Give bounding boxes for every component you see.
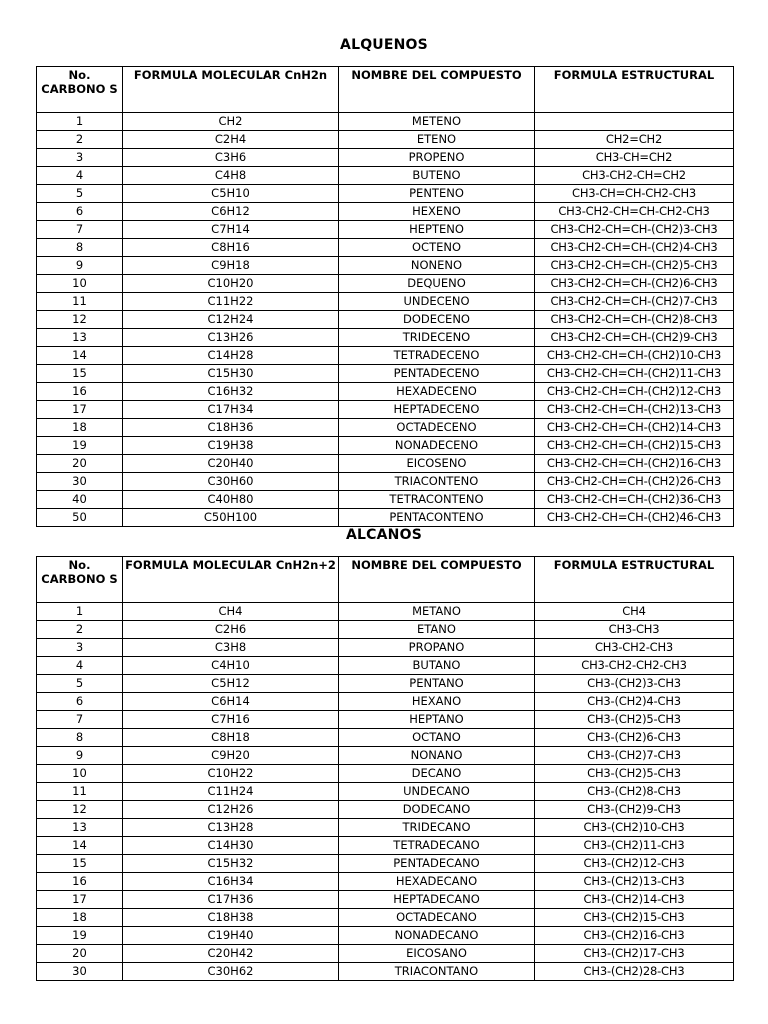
table-row [37, 891, 734, 909]
cell-nombre: BUTENO [339, 167, 535, 185]
cell-formula-estructural: CH3-(CH2)14-CH3 [535, 891, 734, 909]
cell-formula-molecular: CH4 [123, 603, 339, 621]
header-no-carbonos: No. CARBONO S [37, 557, 123, 603]
cell-formula-estructural: CH3-(CH2)12-CH3 [535, 855, 734, 873]
cell-formula-molecular: C20H42 [123, 945, 339, 963]
cell-nombre: PENTADECANO [339, 855, 535, 873]
header-formula-estructural: FORMULA ESTRUCTURAL [535, 67, 734, 113]
cell-nombre: HEPTENO [339, 221, 535, 239]
alquenos-table [36, 66, 734, 527]
cell-formula-molecular: C3H8 [123, 639, 339, 657]
table-row [37, 221, 734, 239]
cell-nombre: NONADECENO [339, 437, 535, 455]
cell-formula-estructural [535, 113, 734, 131]
cell-nombre: UNDECENO [339, 293, 535, 311]
cell-nombre: HEXENO [339, 203, 535, 221]
cell-nombre: PROPENO [339, 149, 535, 167]
cell-carbonos: 19 [37, 437, 123, 455]
cell-nombre: NONANO [339, 747, 535, 765]
table-row [37, 711, 734, 729]
cell-carbonos: 10 [37, 275, 123, 293]
cell-nombre: HEXANO [339, 693, 535, 711]
cell-carbonos: 6 [37, 203, 123, 221]
cell-formula-estructural: CH3-CH2-CH=CH-(CH2)4-CH3 [535, 239, 734, 257]
cell-formula-estructural: CH3-CH2-CH=CH-(CH2)6-CH3 [535, 275, 734, 293]
cell-formula-estructural: CH3-(CH2)5-CH3 [535, 711, 734, 729]
cell-carbonos: 17 [37, 401, 123, 419]
cell-carbonos: 7 [37, 221, 123, 239]
table-row [37, 257, 734, 275]
cell-nombre: NONADECANO [339, 927, 535, 945]
cell-formula-estructural: CH3-(CH2)28-CH3 [535, 963, 734, 981]
cell-carbonos: 13 [37, 329, 123, 347]
cell-carbonos: 12 [37, 801, 123, 819]
cell-carbonos: 13 [37, 819, 123, 837]
cell-formula-molecular: C5H12 [123, 675, 339, 693]
cell-carbonos: 17 [37, 891, 123, 909]
cell-nombre: TETRADECANO [339, 837, 535, 855]
header-formula-molecular: FORMULA MOLECULAR CnH2n+2 [123, 557, 339, 603]
cell-carbonos: 18 [37, 419, 123, 437]
cell-formula-estructural: CH3-(CH2)17-CH3 [535, 945, 734, 963]
cell-formula-molecular: C12H24 [123, 311, 339, 329]
table-row [37, 783, 734, 801]
table-row [37, 131, 734, 149]
cell-formula-molecular: C6H14 [123, 693, 339, 711]
cell-formula-estructural: CH3-(CH2)16-CH3 [535, 927, 734, 945]
cell-formula-molecular: C17H36 [123, 891, 339, 909]
cell-carbonos: 11 [37, 293, 123, 311]
cell-nombre: HEXADECANO [339, 873, 535, 891]
cell-formula-estructural: CH3-CH2-CH=CH-(CH2)11-CH3 [535, 365, 734, 383]
alcanos-table [36, 556, 734, 981]
cell-formula-molecular: C13H28 [123, 819, 339, 837]
cell-carbonos: 1 [37, 113, 123, 131]
cell-formula-estructural: CH3-(CH2)5-CH3 [535, 765, 734, 783]
cell-formula-molecular: C15H30 [123, 365, 339, 383]
cell-formula-estructural: CH3-(CH2)7-CH3 [535, 747, 734, 765]
cell-carbonos: 40 [37, 491, 123, 509]
table-row [37, 491, 734, 509]
cell-formula-estructural: CH3-CH2-CH=CH-(CH2)12-CH3 [535, 383, 734, 401]
table-row [37, 873, 734, 891]
cell-formula-molecular: C15H32 [123, 855, 339, 873]
table-row [37, 383, 734, 401]
cell-formula-molecular: C11H22 [123, 293, 339, 311]
cell-nombre: HEPTADECANO [339, 891, 535, 909]
cell-carbonos: 7 [37, 711, 123, 729]
cell-formula-molecular: C16H34 [123, 873, 339, 891]
table-row [37, 113, 734, 131]
table-row [37, 185, 734, 203]
cell-formula-estructural: CH3-CH2-CH=CH-(CH2)36-CH3 [535, 491, 734, 509]
cell-formula-estructural: CH3-CH2-CH=CH-(CH2)10-CH3 [535, 347, 734, 365]
cell-nombre: EICOSENO [339, 455, 535, 473]
cell-formula-estructural: CH3-CH2-CH=CH-CH2-CH3 [535, 203, 734, 221]
table-row [37, 909, 734, 927]
cell-nombre: OCTENO [339, 239, 535, 257]
cell-nombre: PENTACONTENO [339, 509, 535, 527]
table-row [37, 657, 734, 675]
cell-formula-estructural: CH3-(CH2)11-CH3 [535, 837, 734, 855]
table-row [37, 275, 734, 293]
table-row [37, 239, 734, 257]
cell-nombre: TRIACONTANO [339, 963, 535, 981]
cell-formula-molecular: C2H4 [123, 131, 339, 149]
cell-formula-estructural: CH3-CH=CH-CH2-CH3 [535, 185, 734, 203]
cell-nombre: NONENO [339, 257, 535, 275]
cell-nombre: TRIDECENO [339, 329, 535, 347]
cell-nombre: PENTADECENO [339, 365, 535, 383]
cell-formula-molecular: C40H80 [123, 491, 339, 509]
cell-carbonos: 14 [37, 837, 123, 855]
table-row [37, 693, 734, 711]
table-row [37, 837, 734, 855]
table-row [37, 945, 734, 963]
cell-formula-molecular: C19H40 [123, 927, 339, 945]
cell-formula-molecular: C20H40 [123, 455, 339, 473]
cell-formula-estructural: CH3-(CH2)15-CH3 [535, 909, 734, 927]
cell-carbonos: 9 [37, 747, 123, 765]
cell-formula-molecular: C14H30 [123, 837, 339, 855]
cell-formula-estructural: CH3-(CH2)4-CH3 [535, 693, 734, 711]
cell-formula-estructural: CH2=CH2 [535, 131, 734, 149]
table-row [37, 509, 734, 527]
cell-nombre: DECANO [339, 765, 535, 783]
table-row [37, 347, 734, 365]
cell-formula-estructural: CH3-CH2-CH=CH-(CH2)14-CH3 [535, 419, 734, 437]
cell-formula-estructural: CH3-CH=CH2 [535, 149, 734, 167]
cell-carbonos: 16 [37, 873, 123, 891]
alcanos-title: ALCANOS [346, 527, 422, 543]
cell-carbonos: 18 [37, 909, 123, 927]
table-row [37, 765, 734, 783]
table-header-row [37, 67, 734, 113]
cell-nombre: PENTENO [339, 185, 535, 203]
cell-nombre: HEPTANO [339, 711, 535, 729]
table-row [37, 819, 734, 837]
cell-carbonos: 15 [37, 365, 123, 383]
cell-carbonos: 50 [37, 509, 123, 527]
cell-carbonos: 9 [37, 257, 123, 275]
cell-formula-molecular: C5H10 [123, 185, 339, 203]
cell-nombre: HEPTADECENO [339, 401, 535, 419]
table-row [37, 747, 734, 765]
table-row [37, 293, 734, 311]
cell-formula-molecular: C7H14 [123, 221, 339, 239]
cell-formula-molecular: C13H26 [123, 329, 339, 347]
cell-formula-molecular: C19H38 [123, 437, 339, 455]
cell-nombre: TRIDECANO [339, 819, 535, 837]
cell-formula-molecular: C10H20 [123, 275, 339, 293]
cell-carbonos: 16 [37, 383, 123, 401]
cell-formula-estructural: CH3-CH2-CH=CH-(CH2)16-CH3 [535, 455, 734, 473]
cell-formula-molecular: C3H6 [123, 149, 339, 167]
cell-carbonos: 3 [37, 149, 123, 167]
cell-nombre: METANO [339, 603, 535, 621]
cell-carbonos: 5 [37, 185, 123, 203]
table-row [37, 729, 734, 747]
cell-carbonos: 8 [37, 729, 123, 747]
cell-formula-molecular: C8H18 [123, 729, 339, 747]
cell-formula-molecular: C11H24 [123, 783, 339, 801]
cell-nombre: ETENO [339, 131, 535, 149]
table-row [37, 167, 734, 185]
table-row [37, 473, 734, 491]
cell-carbonos: 30 [37, 963, 123, 981]
cell-formula-estructural: CH3-(CH2)3-CH3 [535, 675, 734, 693]
cell-formula-estructural: CH3-(CH2)6-CH3 [535, 729, 734, 747]
cell-carbonos: 3 [37, 639, 123, 657]
cell-nombre: METENO [339, 113, 535, 131]
table-row [37, 855, 734, 873]
cell-nombre: TRIACONTENO [339, 473, 535, 491]
table-row [37, 927, 734, 945]
cell-nombre: DODECENO [339, 311, 535, 329]
cell-carbonos: 12 [37, 311, 123, 329]
table-row [37, 963, 734, 981]
cell-formula-estructural: CH3-CH2-CH=CH-(CH2)5-CH3 [535, 257, 734, 275]
cell-formula-estructural: CH3-CH2-CH=CH-(CH2)7-CH3 [535, 293, 734, 311]
cell-carbonos: 15 [37, 855, 123, 873]
cell-formula-estructural: CH3-(CH2)9-CH3 [535, 801, 734, 819]
cell-carbonos: 30 [37, 473, 123, 491]
cell-formula-molecular: C30H62 [123, 963, 339, 981]
cell-formula-molecular: C2H6 [123, 621, 339, 639]
cell-carbonos: 4 [37, 167, 123, 185]
cell-formula-molecular: C18H36 [123, 419, 339, 437]
cell-formula-molecular: C14H28 [123, 347, 339, 365]
header-nombre-compuesto: NOMBRE DEL COMPUESTO [339, 67, 535, 113]
cell-carbonos: 1 [37, 603, 123, 621]
cell-formula-estructural: CH4 [535, 603, 734, 621]
cell-formula-molecular: C30H60 [123, 473, 339, 491]
cell-formula-molecular: C9H20 [123, 747, 339, 765]
header-no-carbonos: No. CARBONO S [37, 67, 123, 113]
cell-formula-molecular: C12H26 [123, 801, 339, 819]
cell-formula-molecular: CH2 [123, 113, 339, 131]
cell-formula-estructural: CH3-(CH2)13-CH3 [535, 873, 734, 891]
cell-carbonos: 5 [37, 675, 123, 693]
table-row [37, 149, 734, 167]
cell-formula-molecular: C6H12 [123, 203, 339, 221]
cell-formula-molecular: C18H38 [123, 909, 339, 927]
table-row [37, 311, 734, 329]
cell-nombre: UNDECANO [339, 783, 535, 801]
cell-nombre: BUTANO [339, 657, 535, 675]
cell-nombre: OCTADECENO [339, 419, 535, 437]
cell-formula-estructural: CH3-CH2-CH2-CH3 [535, 657, 734, 675]
cell-carbonos: 20 [37, 945, 123, 963]
cell-nombre: HEXADECENO [339, 383, 535, 401]
cell-formula-molecular: C4H8 [123, 167, 339, 185]
cell-formula-estructural: CH3-CH2-CH3 [535, 639, 734, 657]
header-nombre-compuesto: NOMBRE DEL COMPUESTO [339, 557, 535, 603]
cell-carbonos: 10 [37, 765, 123, 783]
cell-carbonos: 4 [37, 657, 123, 675]
table-header-row [37, 557, 734, 603]
cell-nombre: EICOSANO [339, 945, 535, 963]
cell-carbonos: 19 [37, 927, 123, 945]
cell-carbonos: 20 [37, 455, 123, 473]
cell-formula-estructural: CH3-CH2-CH=CH-(CH2)26-CH3 [535, 473, 734, 491]
cell-formula-estructural: CH3-CH2-CH=CH-(CH2)15-CH3 [535, 437, 734, 455]
cell-nombre: OCTANO [339, 729, 535, 747]
table-row [37, 419, 734, 437]
cell-formula-molecular: C9H18 [123, 257, 339, 275]
cell-formula-molecular: C50H100 [123, 509, 339, 527]
cell-carbonos: 14 [37, 347, 123, 365]
table-row [37, 621, 734, 639]
table-row [37, 437, 734, 455]
cell-formula-molecular: C8H16 [123, 239, 339, 257]
cell-formula-molecular: C7H16 [123, 711, 339, 729]
cell-carbonos: 2 [37, 131, 123, 149]
cell-carbonos: 11 [37, 783, 123, 801]
table-row [37, 639, 734, 657]
cell-nombre: OCTADECANO [339, 909, 535, 927]
cell-carbonos: 6 [37, 693, 123, 711]
table-row [37, 675, 734, 693]
cell-carbonos: 8 [37, 239, 123, 257]
header-formula-estructural: FORMULA ESTRUCTURAL [535, 557, 734, 603]
cell-nombre: PENTANO [339, 675, 535, 693]
cell-formula-estructural: CH3-(CH2)8-CH3 [535, 783, 734, 801]
table-row [37, 329, 734, 347]
cell-nombre: PROPANO [339, 639, 535, 657]
cell-formula-molecular: C4H10 [123, 657, 339, 675]
cell-nombre: TETRACONTENO [339, 491, 535, 509]
table-row [37, 401, 734, 419]
cell-nombre: ETANO [339, 621, 535, 639]
table-row [37, 203, 734, 221]
cell-formula-estructural: CH3-CH2-CH=CH-(CH2)3-CH3 [535, 221, 734, 239]
cell-formula-molecular: C17H34 [123, 401, 339, 419]
cell-formula-estructural: CH3-CH2-CH=CH2 [535, 167, 734, 185]
alquenos-title: ALQUENOS [340, 37, 428, 53]
cell-formula-estructural: CH3-CH2-CH=CH-(CH2)9-CH3 [535, 329, 734, 347]
table-row [37, 365, 734, 383]
header-formula-molecular: FORMULA MOLECULAR CnH2n [123, 67, 339, 113]
cell-formula-molecular: C10H22 [123, 765, 339, 783]
cell-nombre: DODECANO [339, 801, 535, 819]
table-row [37, 455, 734, 473]
cell-formula-estructural: CH3-CH3 [535, 621, 734, 639]
cell-carbonos: 2 [37, 621, 123, 639]
cell-nombre: TETRADECENO [339, 347, 535, 365]
cell-nombre: DEQUENO [339, 275, 535, 293]
cell-formula-estructural: CH3-CH2-CH=CH-(CH2)13-CH3 [535, 401, 734, 419]
cell-formula-estructural: CH3-CH2-CH=CH-(CH2)46-CH3 [535, 509, 734, 527]
cell-formula-estructural: CH3-(CH2)10-CH3 [535, 819, 734, 837]
table-row [37, 603, 734, 621]
table-row [37, 801, 734, 819]
cell-formula-estructural: CH3-CH2-CH=CH-(CH2)8-CH3 [535, 311, 734, 329]
cell-formula-molecular: C16H32 [123, 383, 339, 401]
